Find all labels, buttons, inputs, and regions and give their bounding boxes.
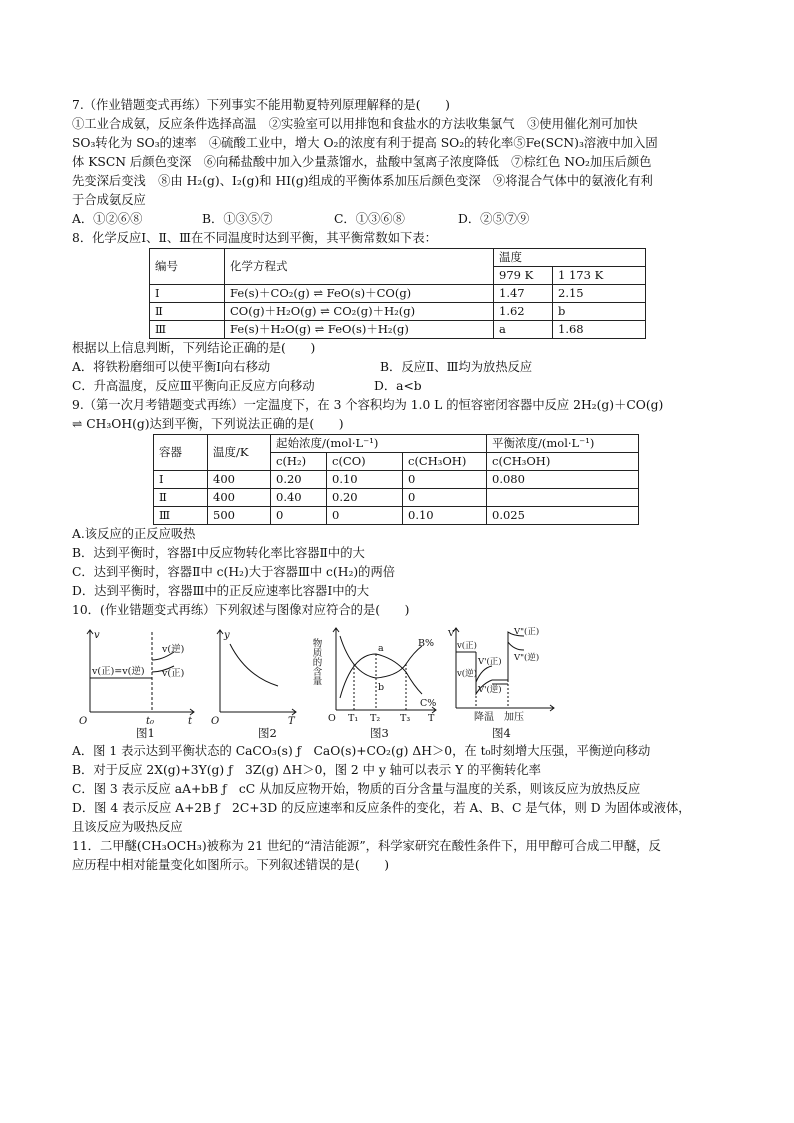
cell [487, 489, 639, 507]
q7-line: SO₃转化为 SO₃的速率 ④硫酸工业中，增大 O₂的浓度有利于提高 SO₂的转化率⑤Fe(SCN)₃溶液中加入固 [72, 136, 658, 150]
fig1-t0: t₀ [146, 716, 155, 727]
q7-option-a[interactable]: A．①②⑥⑧ [72, 212, 143, 226]
q8-header-equation: 化学方程式 [225, 249, 494, 285]
fig2-origin: O [211, 716, 220, 727]
q7-option-c[interactable]: C．①③⑥⑧ [334, 212, 405, 226]
fig3-axis-t: T [428, 713, 435, 724]
q9-col-h2: c(H₂) [271, 453, 327, 471]
fig3-t1: T₁ [348, 713, 359, 724]
fig3-caption: 图3 [370, 726, 389, 740]
fig4-label-vn2: V'(逆) [478, 685, 502, 695]
q9-option-c[interactable]: C．达到平衡时，容器Ⅱ中 c(H₂)大于容器Ⅲ中 c(H₂)的两倍 [72, 565, 396, 579]
question-page [72, 96, 730, 875]
q9-header-equilibrium: 平衡浓度/(mol·L⁻¹) [487, 435, 639, 453]
table-row [150, 321, 646, 339]
cell-k2: 2.15 [553, 285, 646, 303]
q9-stem-cont: ⇌ CH₃OH(g)达到平衡，下列说法正确的是( ) [72, 417, 344, 431]
fig1-label-reverse: v(逆) [162, 644, 185, 655]
q8-header-t1: 979 K [494, 267, 553, 285]
q10-option-b[interactable]: B．对于反应 2X(g)+3Y(g) ƒ 3Z(g) ΔH＞0，图 2 中 y 轴可以表示 Y 的平衡转化率 [72, 763, 541, 777]
cell: 500 [208, 507, 271, 525]
q10-option-d[interactable]: D．图 4 表示反应 A+2B ƒ 2C+3D 的反应速率和反应条件的变化，若 A、B、C 是气体，则 D 为固体或液体， [72, 801, 691, 815]
fig4-label-vz1: v(正) [457, 641, 477, 651]
cell: 0.10 [327, 471, 403, 489]
cell: 0.080 [487, 471, 639, 489]
q11-stem: 11．二甲醚(CH₃OCH₃)被称为 21 世纪的“清洁能源”，科学家研究在酸性条件下，用甲醇可合成二甲醚，反 [72, 839, 661, 853]
cell-number: Ⅱ [150, 303, 225, 321]
fig3-origin: O [328, 713, 336, 724]
table-row [150, 303, 646, 321]
q8-header-number: 编号 [150, 249, 225, 285]
q9-col-eq-ch3oh: c(CH₃OH) [487, 453, 639, 471]
fig1-axis-v: v [94, 630, 100, 641]
figure-2-y-temperature [208, 624, 300, 727]
cell: 0 [403, 471, 487, 489]
q8-table [149, 248, 646, 339]
fig2-axis-t: T [288, 716, 295, 727]
fig4-label-vz2: V'(正) [478, 657, 502, 667]
table-row [154, 471, 639, 489]
fig4-x-cooling: 降温 [474, 712, 494, 723]
fig3-point-b: b [378, 682, 385, 693]
cell-k2: 1.68 [553, 321, 646, 339]
q7-line: 体 KSCN 后颜色变深 ⑥向稀盐酸中加入少量蒸馏水，盐酸中氢离子浓度降低 ⑦棕红色 NO₂加压后颜色 [72, 155, 652, 169]
question-10 [72, 601, 730, 837]
question-9 [72, 396, 730, 601]
question-11 [72, 837, 730, 875]
cell: 0.025 [487, 507, 639, 525]
q9-header-temp: 温度/K [208, 435, 271, 471]
cell: 400 [208, 489, 271, 507]
table-row [154, 489, 639, 507]
q9-table [153, 434, 639, 525]
fig4-label-vn3: V"(逆) [514, 653, 540, 663]
q8-header-temperature: 温度 [494, 249, 646, 267]
q7-option-b[interactable]: B．①③⑤⑦ [202, 212, 273, 226]
q9-col-ch3oh: c(CH₃OH) [403, 453, 487, 471]
fig4-label-vn1: v(逆) [457, 669, 477, 679]
fig3-point-a: a [378, 643, 384, 654]
figure-1-rate-time [76, 624, 198, 727]
cell: Ⅲ [154, 507, 208, 525]
q7-line: 先变深后变浅 ⑧由 H₂(g)、I₂(g)和 HI(g)组成的平衡体系加压后颜色变深 ⑨将混合气体中的氨液化有利 [72, 174, 653, 188]
cell-equation: Fe(s)＋CO₂(g) ⇌ FeO(s)＋CO(g) [225, 285, 494, 303]
cell-equation: Fe(s)＋H₂O(g) ⇌ FeO(s)＋H₂(g) [225, 321, 494, 339]
table-row [150, 285, 646, 303]
fig4-label-vz3: V"(正) [514, 627, 540, 637]
fig3-series-c: C% [420, 698, 437, 709]
q8-options-row1 [72, 358, 730, 377]
q8-option-d[interactable]: D．a<b [374, 379, 422, 393]
q10-option-d-cont: 且该反应为吸热反应 [72, 820, 183, 834]
fig3-t2: T₂ [370, 713, 381, 724]
fig1-caption: 图1 [136, 726, 155, 740]
cell: 0.40 [271, 489, 327, 507]
cell-k1: 1.47 [494, 285, 553, 303]
fig2-axis-y: y [224, 630, 230, 641]
cell-equation: CO(g)＋H₂O(g) ⇌ CO₂(g)＋H₂(g) [225, 303, 494, 321]
q8-options-row2 [72, 377, 730, 396]
fig1-axis-t: t [188, 716, 193, 727]
cell-k2: b [553, 303, 646, 321]
table-row [154, 507, 639, 525]
figure-3-content-temperature [310, 624, 440, 724]
fig4-axis-v: V [448, 629, 455, 639]
fig4-x-pressure: 加压 [504, 712, 524, 723]
q9-stem: 9.（第一次月考错题变式再练）一定温度下，在 3 个容积均为 1.0 L 的恒容密闭容器中反应 2H₂(g)＋CO(g) [72, 398, 664, 412]
cell: 400 [208, 471, 271, 489]
q8-header-t2: 1 173 K [553, 267, 646, 285]
figure-4-rate-conditions [448, 624, 558, 724]
cell: 0 [271, 507, 327, 525]
cell: 0 [327, 507, 403, 525]
fig1-label-forward: v(正) [162, 668, 185, 679]
q9-header-vessel: 容器 [154, 435, 208, 471]
cell-k1: 1.62 [494, 303, 553, 321]
cell: Ⅱ [154, 489, 208, 507]
fig1-label-equal: v(正)=v(逆) [92, 666, 145, 677]
q9-option-b[interactable]: B．达到平衡时，容器Ⅰ中反应物转化率比容器Ⅱ中的大 [72, 546, 365, 560]
q10-stem: 10．(作业错题变式再练）下列叙述与图像对应符合的是( ) [72, 603, 410, 617]
cell-number: Ⅰ [150, 285, 225, 303]
q7-stem: 7.（作业错题变式再练）下列事实不能用勒夏特列原理解释的是( ) [72, 98, 450, 112]
q8-stem: 8．化学反应Ⅰ、Ⅱ、Ⅲ在不同温度时达到平衡，其平衡常数如下表： [72, 231, 437, 245]
cell: 0.10 [403, 507, 487, 525]
fig3-t3: T₃ [400, 713, 411, 724]
cell: 0.20 [327, 489, 403, 507]
q9-header-start: 起始浓度/(mol·L⁻¹) [271, 435, 487, 453]
q10-option-a[interactable]: A．图 1 表示达到平衡状态的 CaCO₃(s) ƒ CaO(s)+CO₂(g) ΔH＞0，在 t₀时刻增大压强，平衡逆向移动 [72, 744, 651, 758]
q11-stem-cont: 应历程中相对能量变化如图所示。下列叙述错误的是( ) [72, 858, 390, 872]
q8-after: 根据以上信息判断，下列结论正确的是( ) [72, 341, 316, 355]
q7-line: ①工业合成氨，反应条件选择高温 ②实验室可以用排饱和食盐水的方法收集氯气 ③使用催化剂可加快 [72, 117, 638, 131]
q8-option-c[interactable]: C．升高温度，反应Ⅲ平衡向正反应方向移动 [72, 379, 315, 393]
fig3-series-b: B% [418, 638, 435, 649]
question-8 [72, 229, 730, 396]
fig2-caption: 图2 [258, 726, 277, 740]
q7-option-d[interactable]: D．②⑤⑦⑨ [458, 212, 530, 226]
question-7 [72, 96, 730, 229]
fig1-origin: O [79, 716, 88, 727]
cell-k1: a [494, 321, 553, 339]
q9-option-d[interactable]: D．达到平衡时，容器Ⅲ中的正反应速率比容器Ⅰ中的大 [72, 584, 370, 598]
q8-option-b[interactable]: B．反应Ⅱ、Ⅲ均为放热反应 [380, 360, 533, 374]
q8-option-a[interactable]: A．将铁粉磨细可以使平衡Ⅰ向右移动 [72, 360, 271, 374]
fig4-caption: 图4 [492, 726, 511, 740]
q10-option-c[interactable]: C．图 3 表示反应 aA+bB ƒ cC 从加反应物开始，物质的百分含量与温度的关系，则该反应为放热反应 [72, 782, 641, 796]
q9-option-a[interactable]: A.该反应的正反应吸热 [72, 527, 196, 541]
cell: Ⅰ [154, 471, 208, 489]
fig3-axis-y: 物质的含量 [310, 638, 322, 686]
q7-line: 于合成氨反应 [72, 193, 146, 207]
cell-number: Ⅲ [150, 321, 225, 339]
cell: 0 [403, 489, 487, 507]
q7-options [72, 210, 730, 229]
cell: 0.20 [271, 471, 327, 489]
q9-col-co: c(CO) [327, 453, 403, 471]
q10-figures [72, 624, 730, 742]
